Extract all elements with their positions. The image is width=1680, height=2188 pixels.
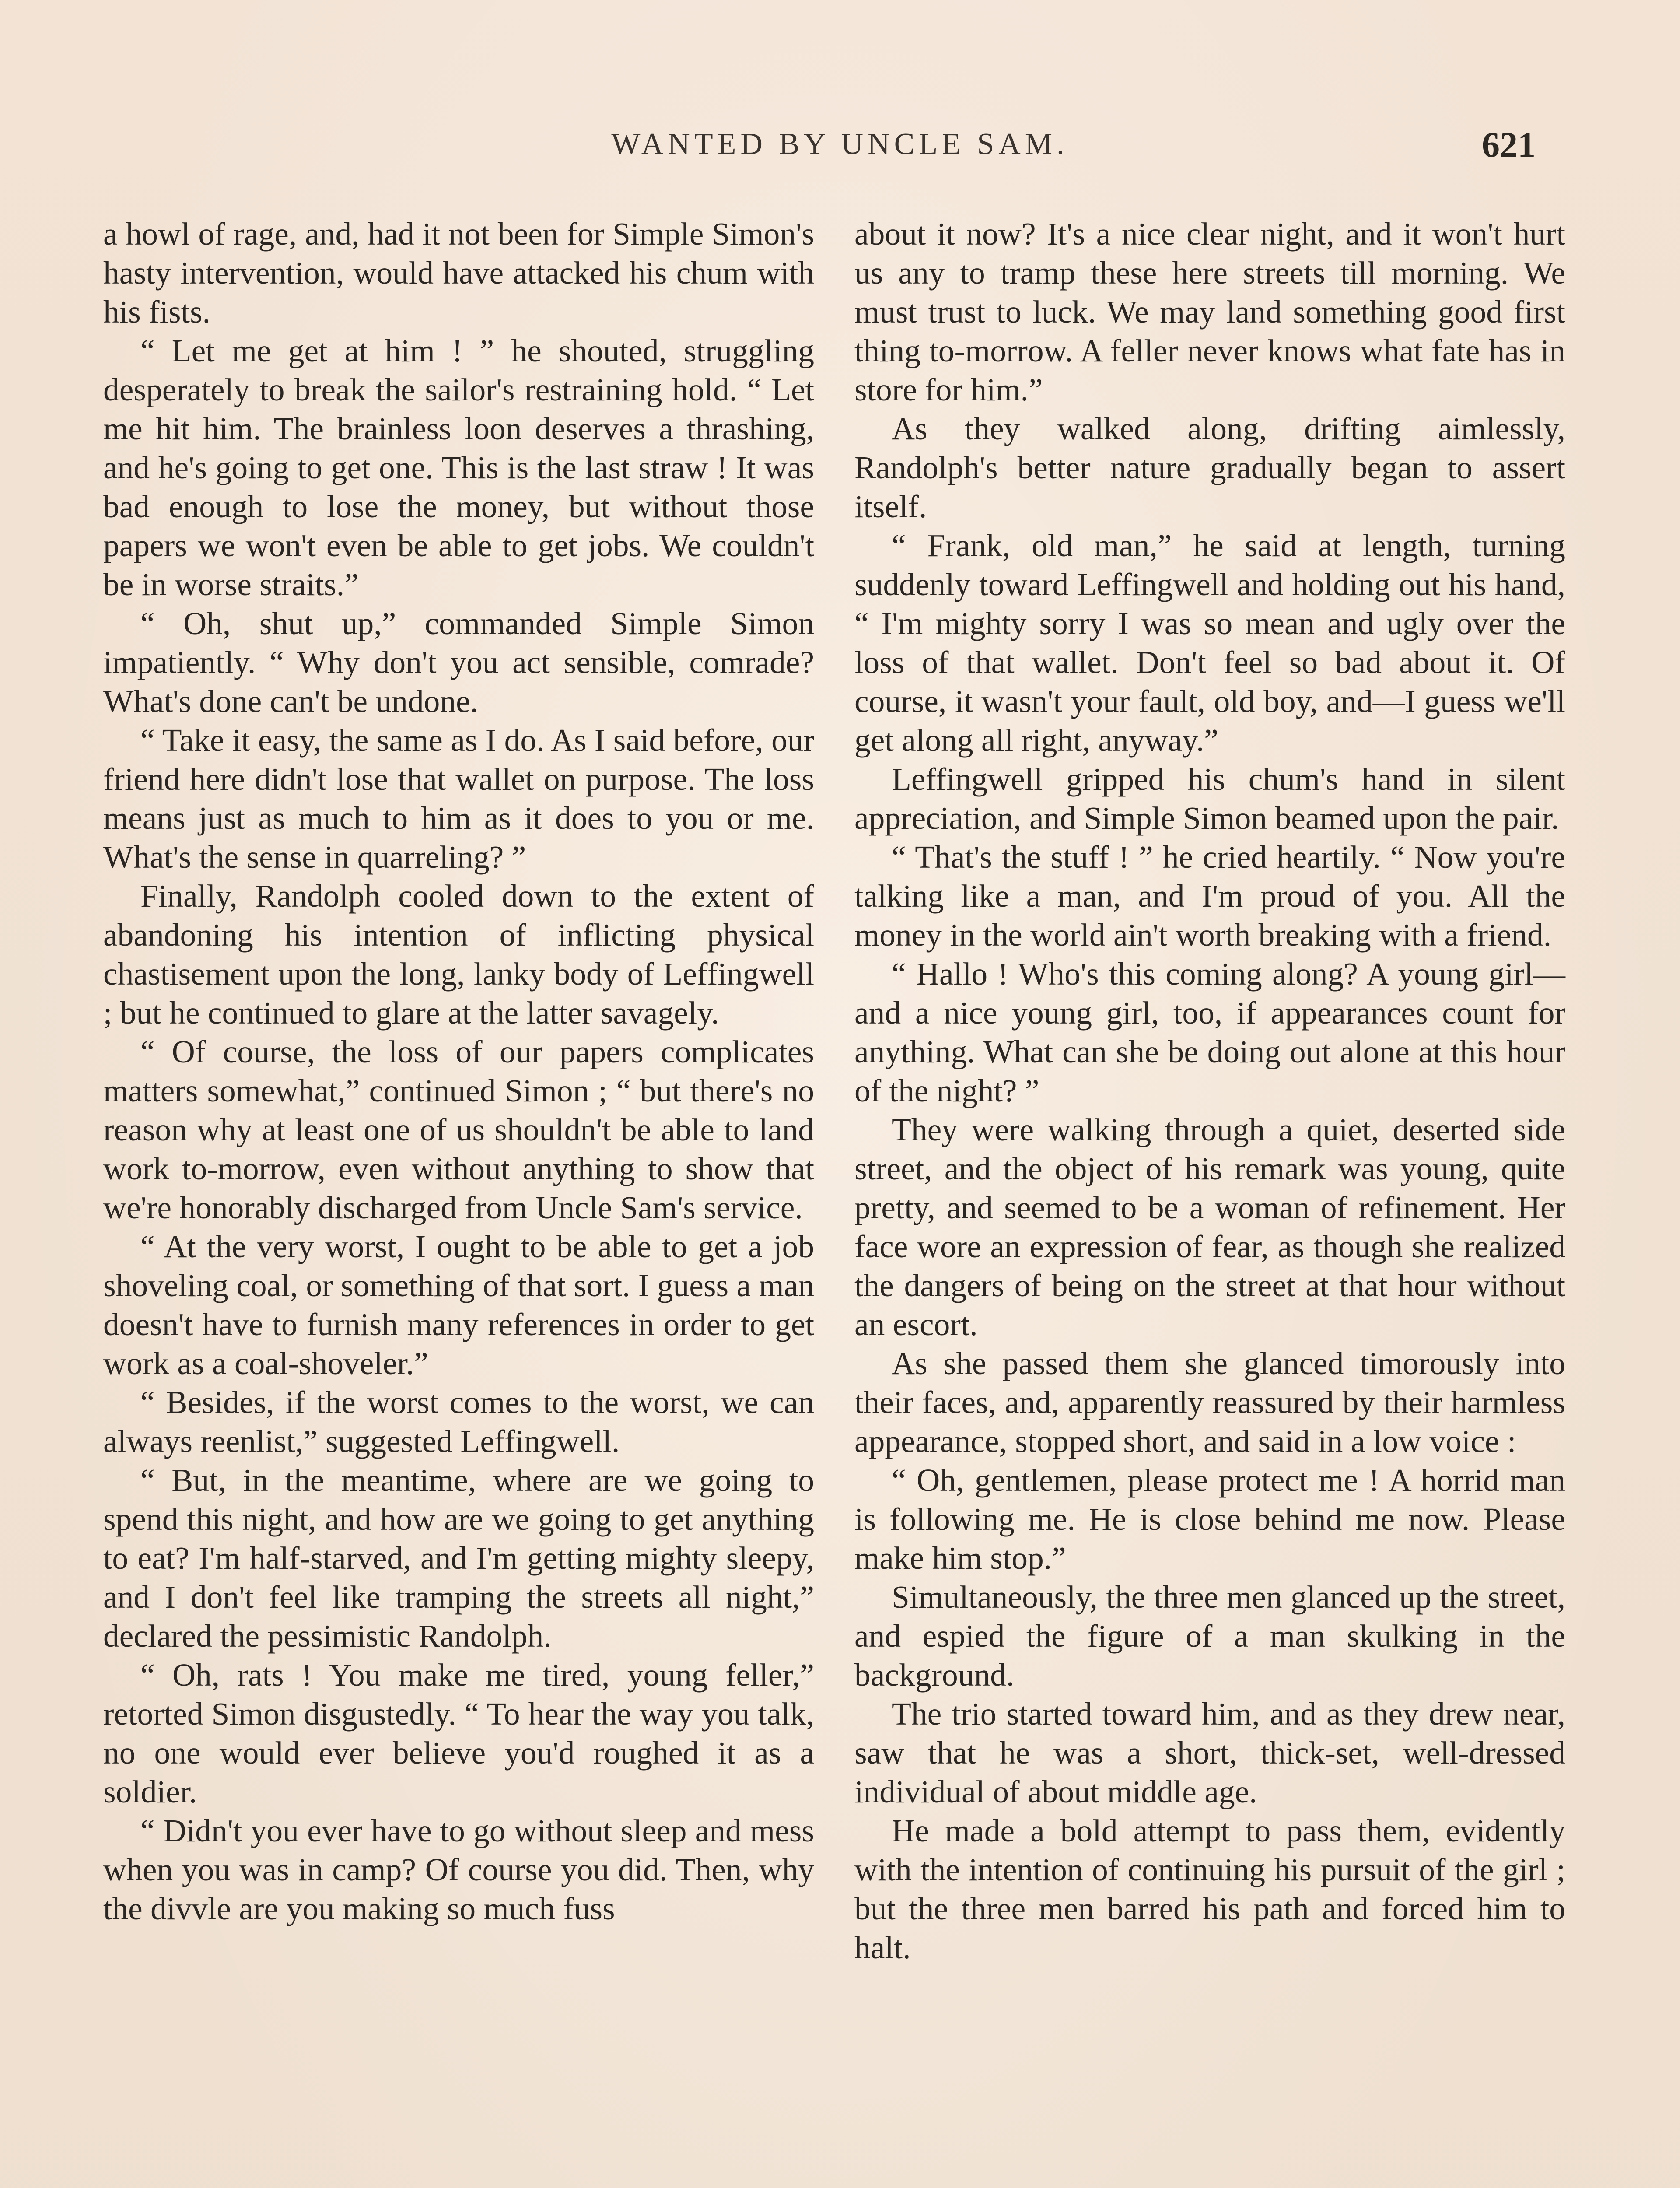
right-text-column xyxy=(854,214,1565,1967)
paragraph: Simultaneously, the three men glanced up the street, and espied the figure of a man skulking in the background. xyxy=(854,1579,1565,1693)
paragraph: “ That's the stuff ! ” he cried heartily. “ Now you're talking like a man, and I'm proud of you. All the money in the world ain't worth breaking with a friend. xyxy=(854,839,1565,953)
paragraph: “ At the very worst, I ought to be able to get a job shoveling coal, or something of that sort. I guess a man doesn't have to furnish many references in order to get work as a coal-shoveler.” xyxy=(103,1229,814,1381)
paragraph: “ Oh, gentlemen, please protect me ! A horrid man is following me. He is close behind me now. Please make him stop.” xyxy=(854,1462,1565,1576)
running-title: WANTED BY UNCLE SAM. xyxy=(611,127,1069,161)
paragraph: “ Take it easy, the same as I do. As I said before, our friend here didn't lose that wallet on purpose. The loss means just as much to him as it does to you or me. What's the sense in quarreling? ” xyxy=(103,722,814,875)
page-number: 621 xyxy=(1482,125,1536,165)
paragraph: The trio started toward him, and as they drew near, saw that he was a short, thick-set, well-dressed individual of about middle age. xyxy=(854,1696,1565,1809)
paragraph: “ Oh, shut up,” commanded Simple Simon impatiently. “ Why don't you act sensible, comrade? What's done can't be undone. xyxy=(103,606,814,719)
paragraph: He made a bold attempt to pass them, evidently with the intention of continuing his pursuit of the girl ; but the three men barred his path and forced him to halt. xyxy=(854,1813,1565,1965)
paragraph: As she passed them she glanced timorously into their faces, and, apparently reassured by their harmless appearance, stopped short, and said in a low voice : xyxy=(854,1346,1565,1459)
paragraph: “ Let me get at him ! ” he shouted, struggling desperately to break the sailor's restraining hold. “ Let me hit him. The brainless loon deserves a thrashing, and he's going to get one. This is the last straw ! It was bad enough to lose the money, but without those papers we won't even be able to get jobs. We couldn't be in worse straits.” xyxy=(103,333,814,602)
paragraph: Finally, Randolph cooled down to the extent of abandoning his intention of inflicting physical chastisement upon the long, lanky body of Leffingwell ; but he continued to glare at the latter savagely. xyxy=(103,878,814,1031)
paragraph: “ Frank, old man,” he said at length, turning suddenly toward Leffingwell and holding out his hand, “ I'm mighty sorry I was so mean and ugly over the loss of that wallet. Don't feel so bad about it. Of course, it wasn't your fault, old boy, and—I guess we'll get along all right, anyway.” xyxy=(854,528,1565,758)
paragraph: As they walked along, drifting aimlessly, Randolph's better nature gradually began to assert itself. xyxy=(854,411,1565,524)
paragraph: “ Besides, if the worst comes to the worst, we can always reenlist,” suggested Leffingwell. xyxy=(103,1385,814,1459)
paragraph: “ Of course, the loss of our papers complicates matters somewhat,” continued Simon ; “ but there's no reason why at least one of us shouldn't be able to land work to-morrow, even without anything to show that we're honorably discharged from Uncle Sam's service. xyxy=(103,1034,814,1225)
paragraph: They were walking through a quiet, deserted side street, and the object of his remark was young, quite pretty, and seemed to be a woman of refinement. Her face wore an expression of fear, as though she realized the dangers of being on the street at that hour without an escort. xyxy=(854,1112,1565,1342)
paragraph: Leffingwell gripped his chum's hand in silent appreciation, and Simple Simon beamed upon the pair. xyxy=(854,761,1565,836)
paragraph: “ Didn't you ever have to go without sleep and mess when you was in camp? Of course you did. Then, why the divvle are you making so much fuss xyxy=(103,1813,814,1926)
paragraph: “ Hallo ! Who's this coming along? A young girl—and a nice young girl, too, if appearances count for anything. What can she be doing out alone at this hour of the night? ” xyxy=(854,956,1565,1108)
left-text-column xyxy=(103,214,814,1928)
paragraph: “ Oh, rats ! You make me tired, young feller,” retorted Simon disgustedly. “ To hear the way you talk, no one would ever believe you'd roughed it as a soldier. xyxy=(103,1657,814,1809)
page-header xyxy=(0,127,1680,175)
paragraph: “ But, in the meantime, where are we going to spend this night, and how are we going to get anything to eat? I'm half-starved, and I'm getting mighty sleepy, and I don't feel like tramping the streets all night,” declared the pessimistic Randolph. xyxy=(103,1462,814,1654)
paragraph: about it now? It's a nice clear night, and it won't hurt us any to tramp these here streets till morning. We must trust to luck. We may land something good first thing to-morrow. A feller never knows what fate has in store for him.” xyxy=(854,216,1565,407)
paragraph: a howl of rage, and, had it not been for Simple Simon's hasty intervention, would have attacked his chum with his fists. xyxy=(103,216,814,330)
